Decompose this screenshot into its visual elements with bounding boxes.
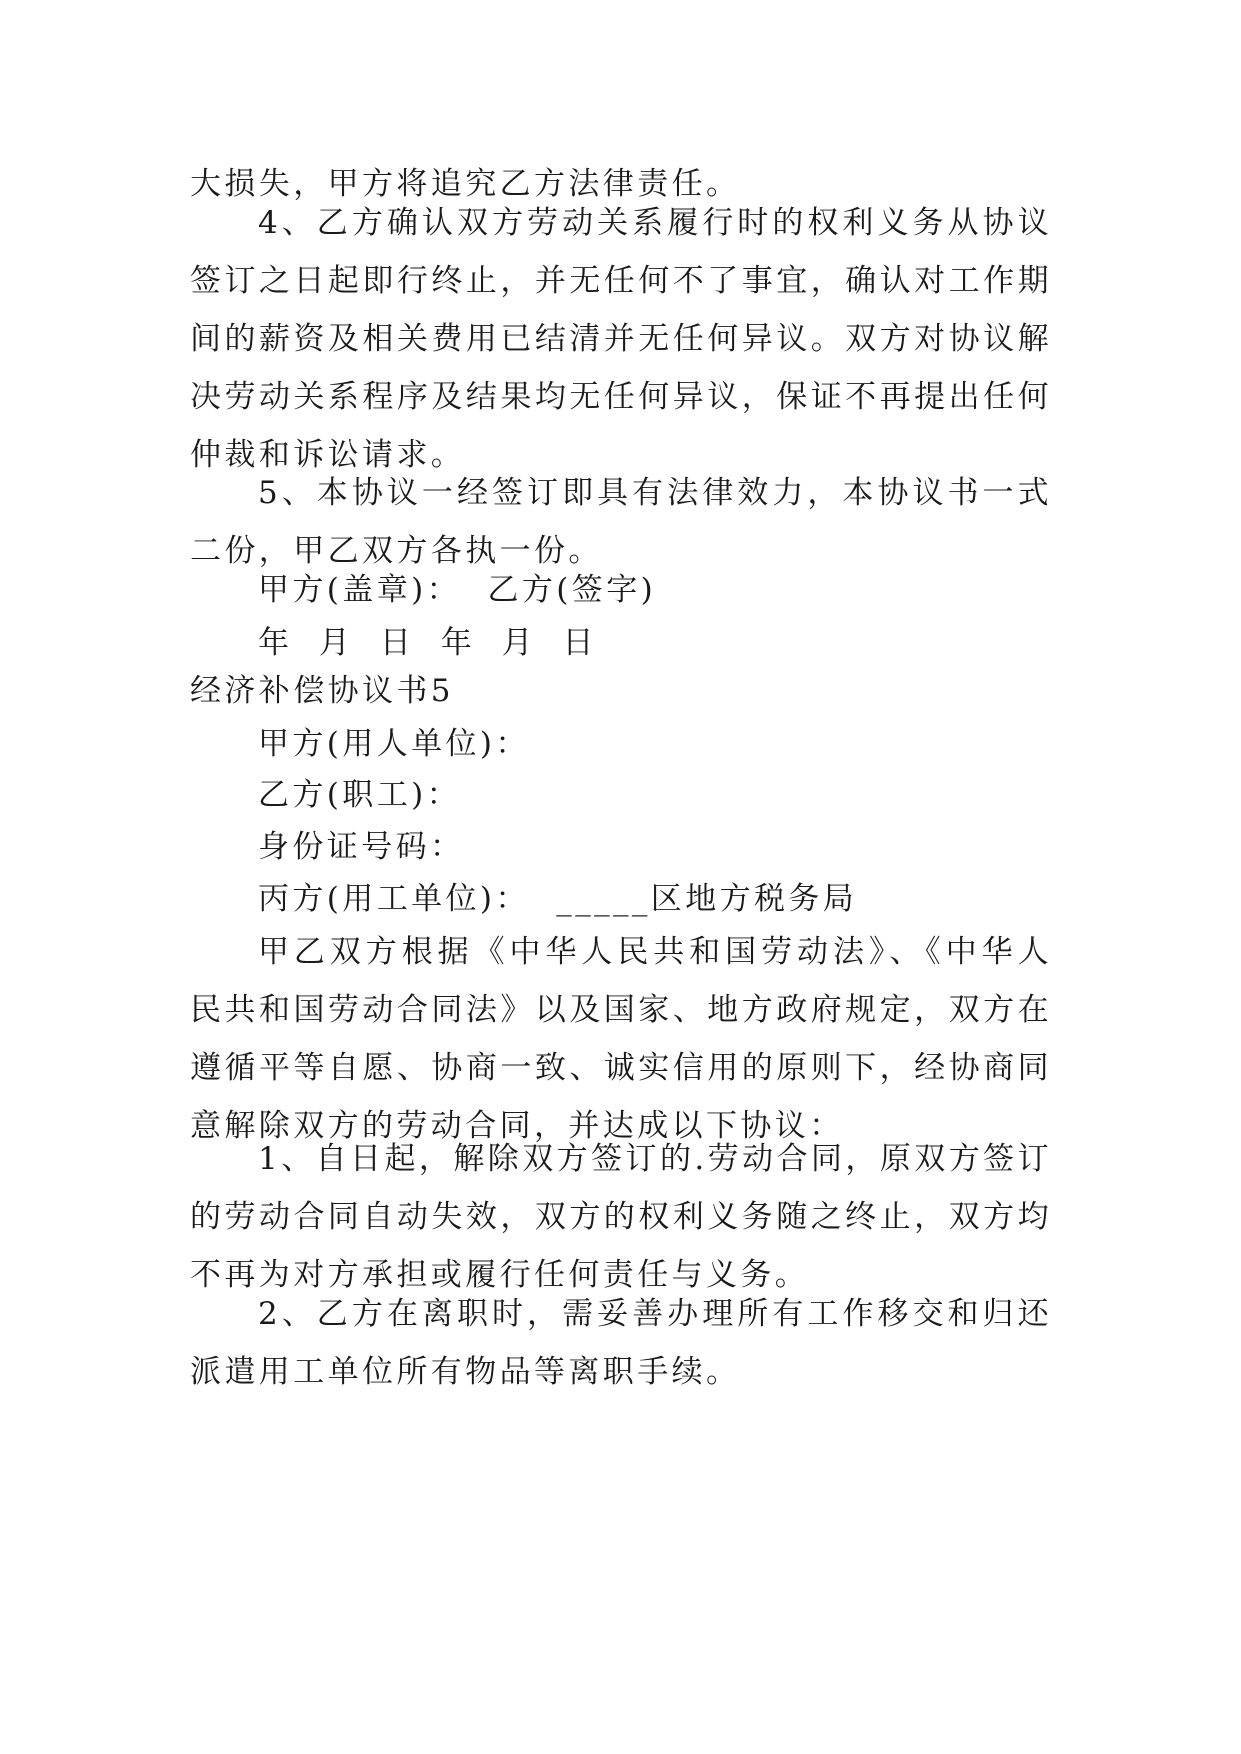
paragraph-item-4: 4、乙方确认双方劳动关系履行时的权利义务从协议签订之日起即行终止，并无任何不了事宜，确认对工作期间的薪资及相关费用已结清并无任何异议。双方对协议解决劳动关系程序及结果均无任何异议，保证不再提出任何仲裁和诉讼请求。 <box>190 205 1052 473</box>
paragraph-item-5: 5、本协议一经签订即具有法律效力，本协议书一式二份，甲乙双方各执一份。 <box>190 475 1052 569</box>
clause-1: 1、自日起，解除双方签订的.劳动合同，原双方签订的劳动合同自动失效，双方的权利义务随之终止，双方均不再为对方承担或履行任何责任与义务。 <box>190 1141 1052 1293</box>
party-b-field: 乙方(职工)： <box>258 777 461 813</box>
id-number-field: 身份证号码： <box>258 829 465 865</box>
paragraph-continued: 大损失，甲方将追究乙方法律责任。 <box>190 166 741 202</box>
party-a-field: 甲方(用人单位)： <box>258 726 530 762</box>
party-c-field: 丙方(用工单位)： _____区地方税务局 <box>258 881 858 917</box>
date-line: 年 月 日 年 月 日 <box>258 625 597 661</box>
document-title: 经济补偿协议书5 <box>190 673 454 709</box>
intro-paragraph: 甲乙双方根据《中华人民共和国劳动法》、《中华人民共和国劳动合同法》以及国家、地方政府规定，双方在遵循平等自愿、协商一致、诚实信用的原则下，经协商同意解除双方的劳动合同，并达成以下协议： <box>190 934 1052 1144</box>
signature-line: 甲方(盖章)： 乙方(签字) <box>258 572 657 608</box>
clause-2: 2、乙方在离职时，需妥善办理所有工作移交和归还派遣用工单位所有物品等离职手续。 <box>190 1296 1052 1390</box>
